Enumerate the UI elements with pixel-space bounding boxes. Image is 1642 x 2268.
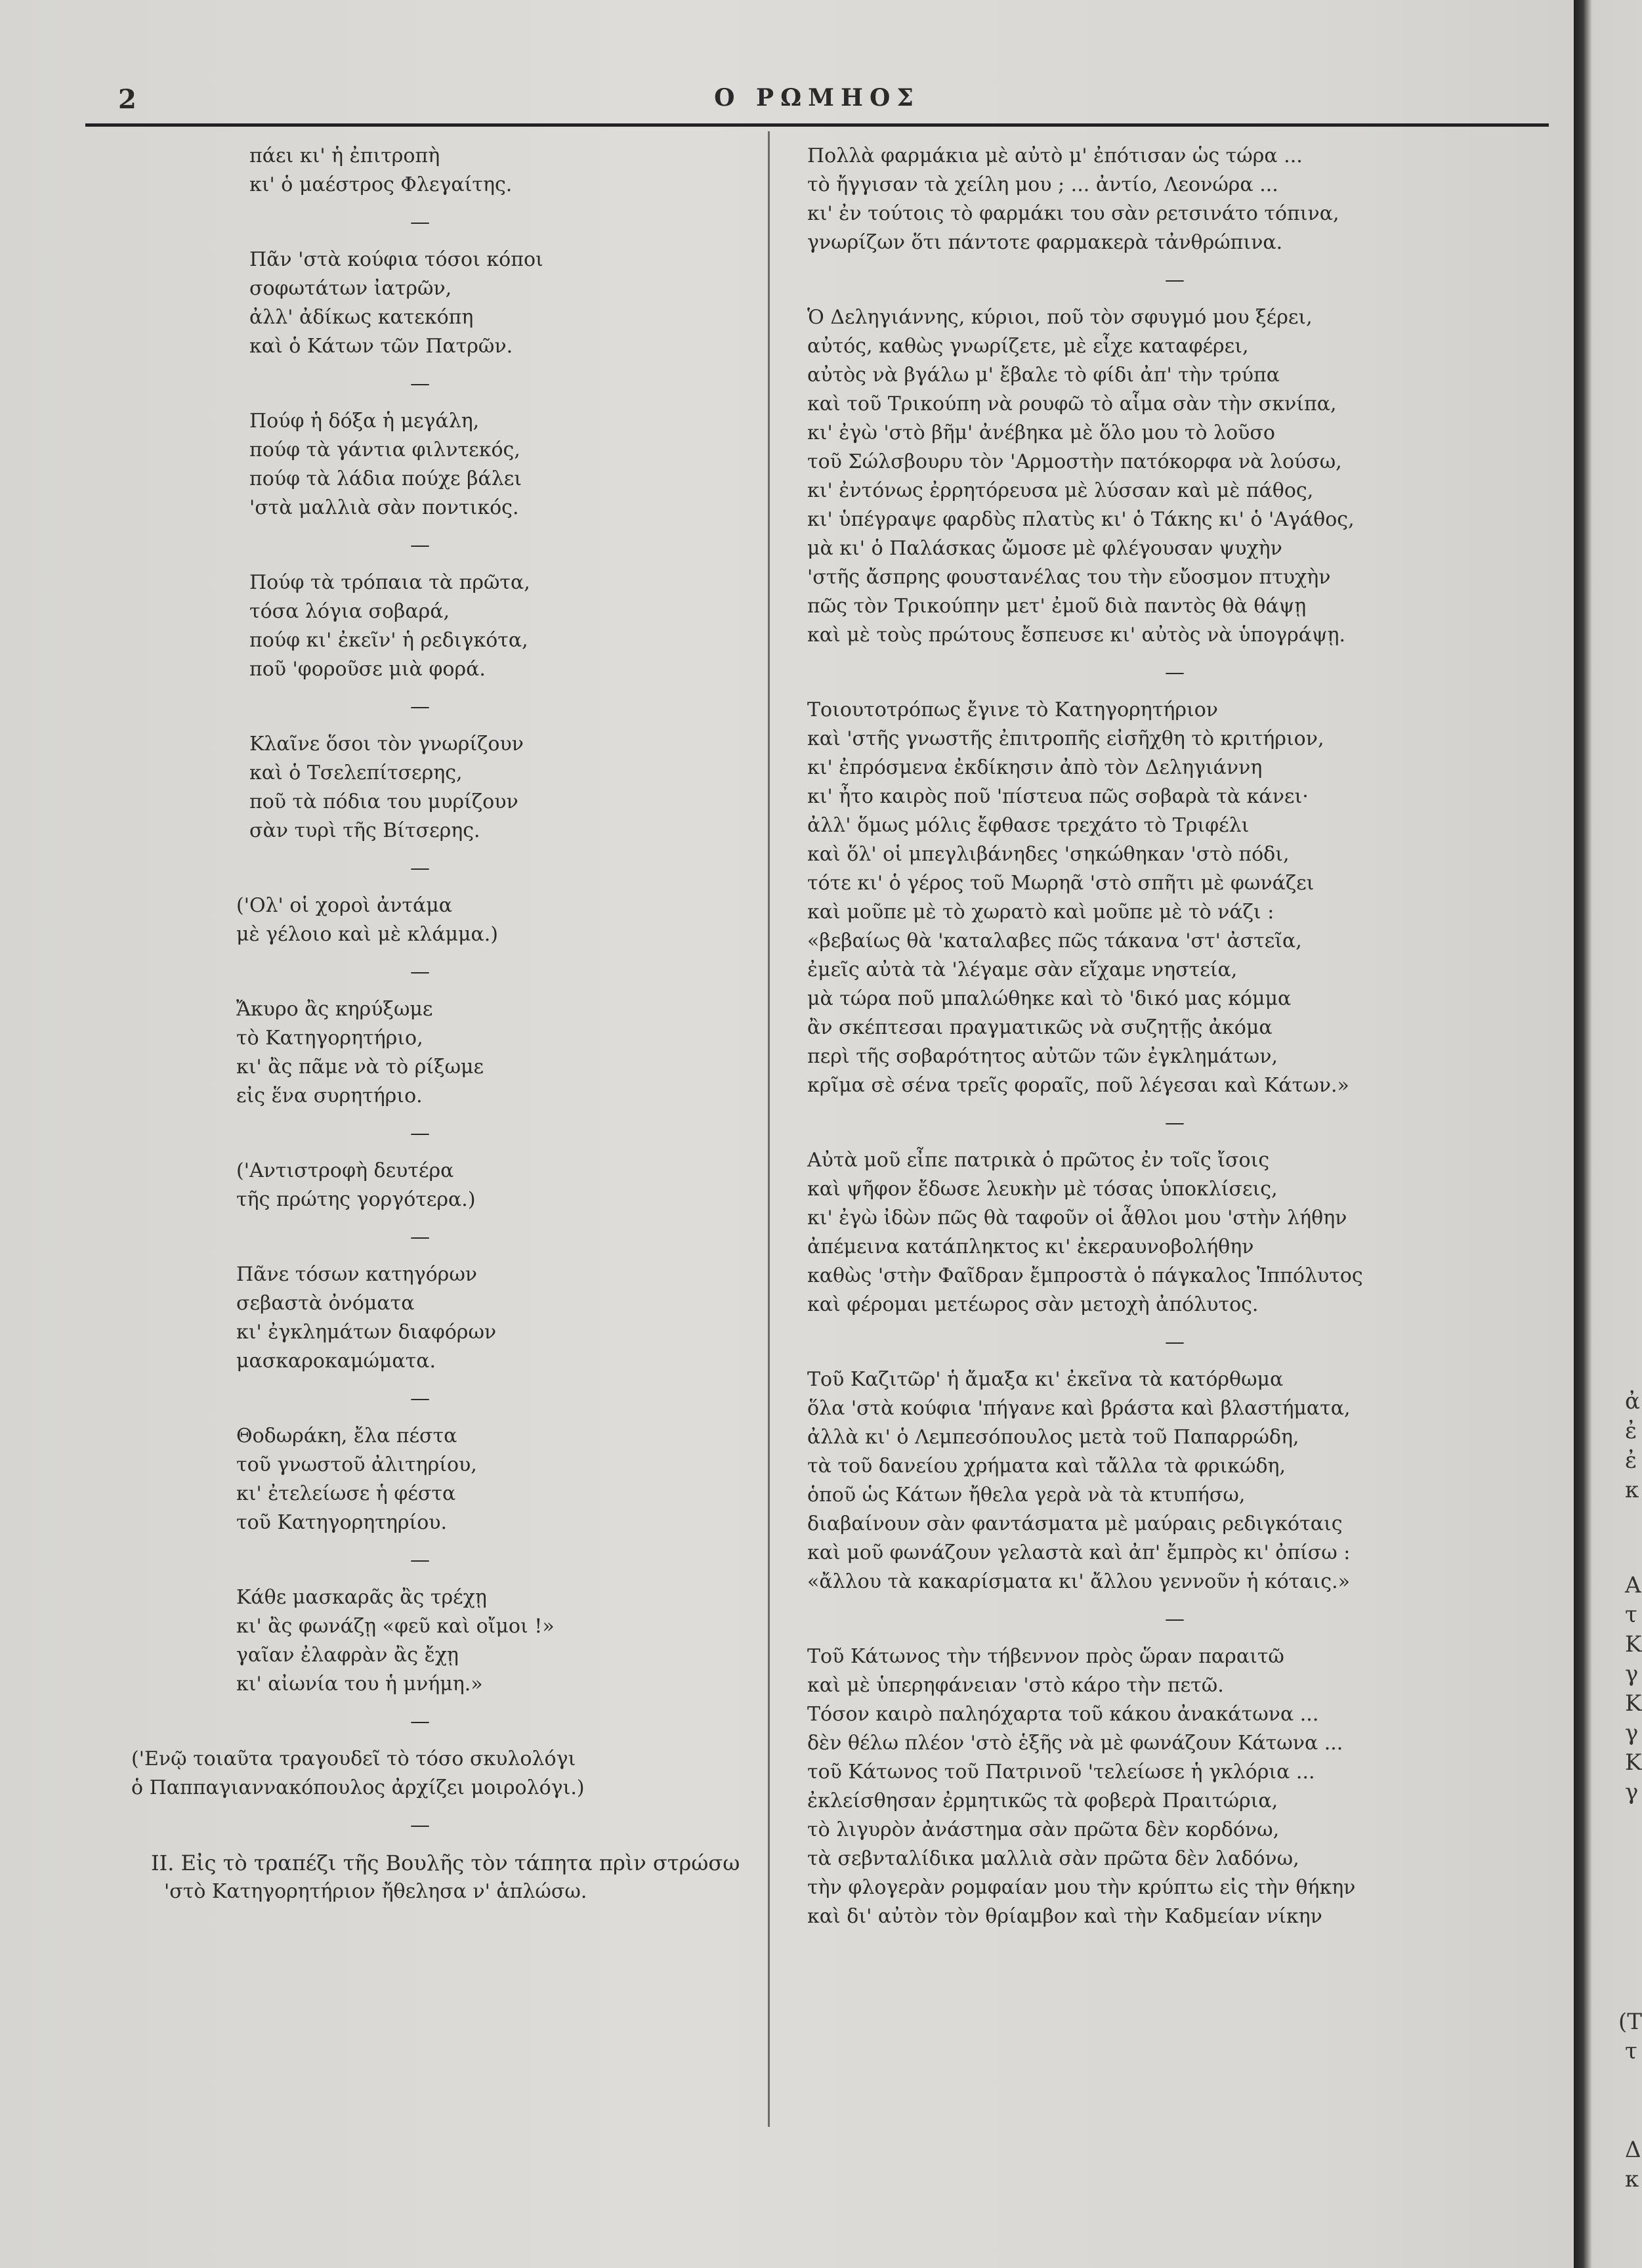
page-number: 2 xyxy=(118,84,137,115)
stanza-separator: — xyxy=(410,695,430,718)
edge-fragment: γ xyxy=(1625,1720,1639,1746)
adjacent-page-fragments xyxy=(1618,0,1642,2268)
verse-line: πούφ τὰ λάδια πούχε βάλει xyxy=(249,467,522,490)
verse-line: Πᾶνε τόσων κατηγόρων xyxy=(236,1263,478,1286)
verse-line: αὐτός, καθὼς γνωρίζετε, μὲ εἶχε καταφέρει, xyxy=(807,335,1249,358)
left-stanza-9 xyxy=(85,1260,755,1376)
verse-line: κι' ἐγὼ ἰδὼν πῶς θὰ ταφοῦν οἱ ἆθλοι μου 'στὴν λήθην xyxy=(807,1207,1347,1230)
edge-fragment: Κ xyxy=(1625,1690,1642,1717)
verse-line: 'στὰ μαλλιὰ σὰν ποντικός. xyxy=(249,496,519,519)
left-stanza-3 xyxy=(85,407,755,523)
verse-line: τὸ ἤγγισαν τὰ χείλη μου ; ... ἀντίο, Λεονώρα ... xyxy=(807,173,1278,196)
verse-line: ('Ολ' οἱ χοροὶ ἀντάμα xyxy=(236,894,453,917)
verse-line: περὶ τῆς σοβαρότητος αὐτῶν τῶν ἐγκλημάτων, xyxy=(807,1045,1278,1068)
verse-line: Πᾶν 'στὰ κούφια τόσοι κόποι xyxy=(249,248,543,271)
verse-line: καὶ μοῦ φωνάζουν γελαστὰ καὶ ἀπ' ἔμπρὸς κι' ὀπίσω : xyxy=(807,1541,1351,1564)
verse-line: τῆς πρώτης γοργότερα.) xyxy=(236,1188,476,1211)
verse-line: γνωρίζων ὅτι πάντοτε φαρμακερὰ τἀνθρώπινα. xyxy=(807,231,1283,254)
verse-line: τοῦ Σώλσβουρυ τὸν 'Αρμοστὴν πατόκορφα νὰ λούσω, xyxy=(807,450,1342,473)
right-stanza-1 xyxy=(788,142,1562,257)
left-stanza-8 xyxy=(85,1157,755,1214)
verse-line: πάει κι' ἡ ἐπιτροπὴ xyxy=(249,144,440,167)
verse-line: τὰ τοῦ δανείου χρήματα καὶ τἄλλα τὰ φρικώδη, xyxy=(807,1455,1286,1478)
verse-line: Θοδωράκη, ἔλα πέστα xyxy=(236,1424,457,1447)
edge-fragment: κ xyxy=(1625,2166,1639,2193)
verse-line: καὶ 'στῆς γνωστῆς ἐπιτροπῆς εἰσῆχθη τὸ κριτήριον, xyxy=(807,727,1324,750)
verse-line: τὴν φλογερὰν ρομφαίαν μου τὴν κρύπτω εἰς τὴν θήκην xyxy=(807,1876,1356,1899)
left-prose-2 xyxy=(85,1849,755,1906)
verse-line: καὶ ὁ Κάτων τῶν Πατρῶν. xyxy=(249,335,513,358)
verse-line: τὸ λιγυρὸν ἀνάστημα σὰν πρῶτα δὲν κορδόνω, xyxy=(807,1818,1280,1841)
verse-line: ὅλα 'στὰ κούφια 'πήγανε καὶ βράστα καὶ βλαστήματα, xyxy=(807,1397,1351,1420)
edge-fragment: γ xyxy=(1625,1661,1639,1687)
verse-line: ἀλλ' ἀδίκως κατεκόπη xyxy=(249,306,474,329)
verse-line: Πούφ τὰ τρόπαια τὰ πρῶτα, xyxy=(249,571,530,594)
right-column xyxy=(788,142,1562,1931)
stanza-separator: — xyxy=(410,960,430,983)
verse-line: Τοῦ Καζιτῶρ' ἡ ἄμαξα κι' ἐκεῖνα τὰ κατόρθωμα xyxy=(807,1368,1284,1391)
verse-line: ἀλλ' ὅμως μόλις ἔφθασε τρεχάτο τὸ Τριφέλι xyxy=(807,814,1250,837)
verse-line: μὲ γέλοιο καὶ μὲ κλάμμα.) xyxy=(236,923,498,946)
edge-fragment: κ xyxy=(1625,1477,1639,1503)
stanza-separator: — xyxy=(1165,1111,1185,1134)
verse-line: μὰ κι' ὁ Παλάσκας ὤμοσε μὲ φλέγουσαν ψυχὴν xyxy=(807,537,1282,560)
edge-fragment: ἀ xyxy=(1625,1388,1640,1415)
verse-line: αὐτὸς νὰ βγάλω μ' ἔβαλε τὸ φίδι ἀπ' τὴν τρύπα xyxy=(807,364,1280,387)
stanza-separator: — xyxy=(410,1549,430,1572)
stanza-separator: — xyxy=(1165,1608,1185,1631)
verse-line: Κλαῖνε ὅσοι τὸν γνωρίζουν xyxy=(249,733,524,756)
stanza-separator: — xyxy=(1165,661,1185,684)
verse-line: ἀλλὰ κι' ὁ Λεμπεσόπουλος μετὰ τοῦ Παπαρρώδη, xyxy=(807,1426,1299,1449)
left-stanza-4 xyxy=(85,568,755,684)
verse-line: πῶς τὸν Τρικούπην μετ' ἐμοῦ διὰ παντὸς θὰ θάψῃ xyxy=(807,595,1307,618)
edge-fragment: Κ xyxy=(1625,1749,1642,1776)
verse-line: «ἄλλου τὰ κακαρίσματα κι' ἄλλου γεννοῦν ἡ κόταις.» xyxy=(807,1570,1350,1593)
verse-line: σὰν τυρὶ τῆς Βίτσερης. xyxy=(249,819,480,842)
verse-line: καὶ δι' αὐτὸν τὸν θρίαμβον καὶ τὴν Καδμείαν νίκην xyxy=(807,1905,1322,1928)
verse-line: τοῦ Κάτωνος τοῦ Πατρινοῦ 'τελείωσε ἡ γκλόρια ... xyxy=(807,1761,1315,1784)
verse-line: καὶ ψῆφον ἔδωσε λευκὴν μὲ τόσας ὑποκλίσεις, xyxy=(807,1178,1278,1201)
stanza-separator: — xyxy=(410,211,430,234)
verse-line: καὶ μὲ τοὺς πρώτους ἔσπευσε κι' αὐτὸς νὰ ὑπογράψῃ. xyxy=(807,624,1346,647)
right-stanza-5 xyxy=(788,1365,1562,1596)
prose-line: ΙΙ. Εἰς τὸ τραπέζι τῆς Βουλῆς τὸν τάπητα πρὶν στρώσω xyxy=(151,1851,740,1875)
verse-line: πούφ κι' ἐκεῖν' ἡ ρεδιγκότα, xyxy=(249,629,528,652)
verse-line: σεβαστὰ ὀνόματα xyxy=(236,1292,415,1315)
verse-line: ὁποῦ ὡς Κάτων ἤθελα γερὰ νὰ τὰ κτυπήσω, xyxy=(807,1484,1246,1507)
verse-line: κι' ἐπρόσμενα ἐκδίκησιν ἀπὸ τὸν Δεληγιάννη xyxy=(807,756,1263,779)
stanza-separator: — xyxy=(410,1814,430,1837)
edge-fragment: τ xyxy=(1625,2038,1637,2065)
verse-line: κι' ὁ μαέστρος Φλεγαίτης. xyxy=(249,173,513,196)
verse-line: Αὐτὰ μοῦ εἶπε πατρικὰ ὁ πρῶτος ἐν τοῖς ἴσοις xyxy=(807,1149,1270,1172)
verse-line: κι' ἦτο καιρὸς ποῦ 'πίστευα πῶς σοβαρὰ τὰ κάνει· xyxy=(807,785,1309,808)
edge-fragment: ἐ xyxy=(1625,1447,1637,1474)
left-stanza-11 xyxy=(85,1583,755,1699)
stanza-separator: — xyxy=(1165,1331,1185,1354)
stanza-separator: — xyxy=(410,372,430,395)
edge-fragment: Κ xyxy=(1625,1631,1642,1658)
stanza-separator: — xyxy=(410,1226,430,1249)
edge-fragment: γ xyxy=(1625,1779,1639,1805)
left-stanza-7 xyxy=(85,995,755,1111)
verse-line: «βεβαίως θὰ 'καταλαβες πῶς τάκανα 'στ' ἀστεῖα, xyxy=(807,930,1302,952)
verse-line: Ὁ Δεληγιάννης, κύριοι, ποῦ τὸν σφυγμό μου ξέρει, xyxy=(807,306,1313,329)
stanza-separator: — xyxy=(410,534,430,557)
right-stanza-4 xyxy=(788,1146,1562,1319)
verse-line: Ἄκυρο ἂς κηρύξωμε xyxy=(236,998,433,1021)
verse-line: Κάθε μασκαρᾶς ἂς τρέχῃ xyxy=(236,1586,487,1609)
masthead: Ο ΡΩΜΗΟΣ xyxy=(714,84,920,112)
verse-line: πούφ τὰ γάντια φιλντεκός, xyxy=(249,439,520,461)
verse-line: Τόσον καιρὸ παληόχαρτα τοῦ κάκου ἀνακάτωνα ... xyxy=(807,1703,1319,1726)
verse-line: τοῦ γνωστοῦ ἀλιτηρίου, xyxy=(236,1453,477,1476)
verse-line: κι' ἐντόνως ἐρρητόρευσα μὲ λύσσαν καὶ μὲ πάθος, xyxy=(807,479,1314,502)
verse-line: κρῖμα σὲ σένα τρεῖς φοραῖς, ποῦ λέγεσαι καὶ Κάτων.» xyxy=(807,1074,1349,1097)
column-divider xyxy=(768,131,770,2127)
verse-line: Πολλὰ φαρμάκια μὲ αὐτὸ μ' ἐπότισαν ὡς τώρα ... xyxy=(807,144,1303,167)
verse-line: κι' αἰωνία του ἡ μνήμη.» xyxy=(236,1673,483,1696)
verse-line: κι' ἐν τούτοις τὸ φαρμάκι του σὰν ρετσινάτο τόπινα, xyxy=(807,202,1339,225)
verse-line: διαβαίνουν σὰν φαντάσματα μὲ μαύραις ρεδιγκόταις xyxy=(807,1512,1343,1535)
verse-line: δὲν θέλω πλέον 'στὸ ἑξῆς νὰ μὲ φωνάζουν Κάτωνα ... xyxy=(807,1732,1343,1755)
verse-line: γαῖαν ἐλαφρὰν ἂς ἔχῃ xyxy=(236,1644,459,1667)
verse-line: τότε κι' ὁ γέρος τοῦ Μωρηᾶ 'στὸ σπῆτι μὲ φωνάζει xyxy=(807,872,1315,895)
left-prose-1 xyxy=(85,1745,755,1803)
left-stanza-10 xyxy=(85,1422,755,1537)
verse-line: κι' ἐγὼ 'στὸ βῆμ' ἀνέβηκα μὲ ὅλο μου τὸ λοῦσο xyxy=(807,421,1275,444)
verse-line: τὸ Κατηγορητήριο, xyxy=(236,1027,423,1050)
verse-line: Πούφ ἡ δόξα ἡ μεγάλη, xyxy=(249,410,480,433)
verse-line: κι' ἐγκλημάτων διαφόρων xyxy=(236,1321,497,1344)
verse-line: καὶ μὲ ὑπερηφάνειαν 'στὸ κάρο τὴν πετῶ. xyxy=(807,1674,1224,1697)
verse-line: κι' ὑπέγραψε φαρδὺς πλατὺς κι' ὁ Τάκης κι' ὁ 'Αγάθος, xyxy=(807,508,1355,531)
stanza-separator: — xyxy=(410,1122,430,1145)
verse-line: καὶ φέρομαι μετέωρος σὰν μετοχὴ ἀπόλυτος. xyxy=(807,1293,1259,1316)
stanza-separator: — xyxy=(410,1710,430,1733)
verse-line: Τοῦ Κάτωνος τὴν τήβεννον πρὸς ὥραν παραιτῶ xyxy=(807,1645,1284,1668)
verse-line: 'στῆς ἄσπρης φουστανέλας του τὴν εὔοσμον πτυχὴν xyxy=(807,566,1331,589)
verse-line: ποῦ τὰ πόδια του μυρίζουν xyxy=(249,790,518,813)
prose-line: ('Ενῷ τοιαῦτα τραγουδεῖ τὸ τόσο σκυλολόγι xyxy=(131,1747,576,1770)
verse-line: ἀπέμεινα κατάπληκτος κι' ἐκεραυνοβολήθην xyxy=(807,1235,1254,1258)
verse-line: καὶ ὅλ' οἱ μπεγλιβάνηδες 'σηκώθηκαν 'στὸ πόδι, xyxy=(807,843,1290,866)
verse-line: κι' ἂς πᾶμε νὰ τὸ ρίξωμε xyxy=(236,1056,484,1079)
left-stanza-5 xyxy=(85,730,755,845)
right-stanza-6 xyxy=(788,1642,1562,1931)
prose-line: 'στὸ Κατηγορητήριον ἤθελησα ν' ἁπλώσω. xyxy=(164,1880,587,1903)
left-stanza-2 xyxy=(85,246,755,361)
verse-line: ἐμεῖς αὐτὰ τὰ 'λέγαμε σὰν εἴχαμε νηστεία, xyxy=(807,958,1238,981)
edge-fragment: (Τ xyxy=(1618,2009,1642,2035)
verse-line: τοῦ Κατηγορητηρίου. xyxy=(236,1511,448,1534)
edge-fragment: ἐ xyxy=(1625,1418,1637,1444)
header-rule xyxy=(85,123,1549,127)
prose-line: ὁ Παππαγιαννακόπουλος ἀρχίζει μοιρολόγι.) xyxy=(131,1776,585,1799)
verse-line: μασκαροκαμώματα. xyxy=(236,1350,436,1373)
verse-line: εἰς ἕνα συρητήριο. xyxy=(236,1084,423,1107)
right-stanza-2 xyxy=(788,303,1562,650)
verse-line: Τοιουτοτρόπως ἔγινε τὸ Κατηγορητήριον xyxy=(807,698,1219,721)
left-stanza-6 xyxy=(85,891,755,949)
verse-line: τόσα λόγια σοβαρά, xyxy=(249,600,450,623)
left-stanza-1 xyxy=(85,142,755,200)
verse-line: καὶ ὁ Τσελεπίτσερης, xyxy=(249,761,463,784)
right-stanza-3 xyxy=(788,696,1562,1100)
verse-line: ('Αντιστροφὴ δευτέρα xyxy=(236,1159,454,1182)
stanza-separator: — xyxy=(410,857,430,880)
verse-line: κι' ἂς φωνάζῃ «φεῦ καὶ οἴμοι !» xyxy=(236,1615,555,1638)
verse-line: κι' ἐτελείωσε ἡ φέστα xyxy=(236,1482,456,1505)
edge-fragment: τ xyxy=(1625,1602,1637,1628)
left-column xyxy=(85,142,755,1906)
stanza-separator: — xyxy=(1165,268,1185,291)
stanza-separator: — xyxy=(410,1387,430,1410)
edge-fragment: Α xyxy=(1625,1572,1641,1598)
verse-line: ἂν σκέπτεσαι πραγματικῶς νὰ συζητῇς ἀκόμα xyxy=(807,1016,1273,1039)
verse-line: σοφωτάτων ἰατρῶν, xyxy=(249,277,452,300)
verse-line: μὰ τώρα ποῦ μπαλώθηκε καὶ τὸ 'δικό μας κόμμα xyxy=(807,987,1292,1010)
verse-line: καὶ μοῦπε μὲ τὸ χωρατὸ καὶ μοῦπε μὲ τὸ νάζι : xyxy=(807,901,1274,924)
verse-line: ποῦ 'φοροῦσε μιὰ φορά. xyxy=(249,658,486,681)
verse-line: καθὼς 'στὴν Φαῖδραν ἔμπροστὰ ὁ πάγκαλος Ἱππόλυτος xyxy=(807,1264,1363,1287)
verse-line: καὶ τοῦ Τρικούπη νὰ ρουφῶ τὸ αἷμα σὰν τὴν σκνίπα, xyxy=(807,393,1337,416)
verse-line: τὰ σεβνταλίδικα μαλλιὰ σὰν πρῶτα δὲν λαδόνω, xyxy=(807,1847,1299,1870)
edge-fragment: Δ xyxy=(1625,2137,1641,2163)
verse-line: ἐκλείσθησαν ἐρμητικῶς τὰ φοβερὰ Πραιτώρια, xyxy=(807,1789,1278,1812)
